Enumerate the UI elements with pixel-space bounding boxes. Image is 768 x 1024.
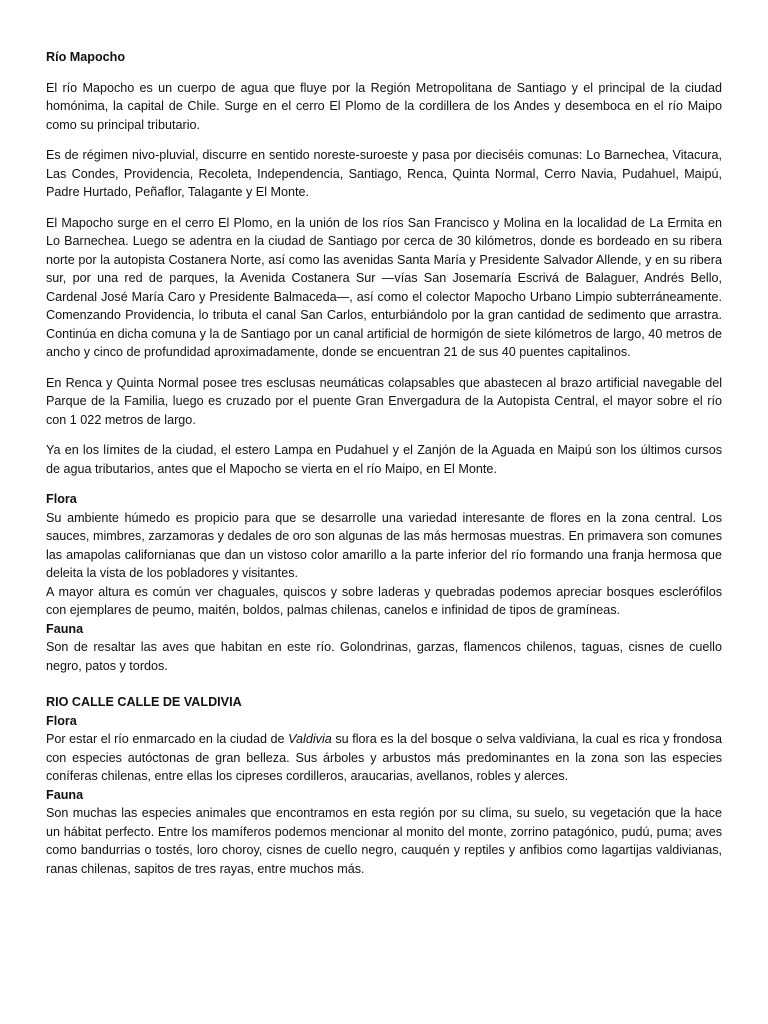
flora-text-after: su flora es la del bosque o selva valdiviana, la cual es rica y frondosa con especies autóctonas de gran belleza. Sus árboles y arbustos más predominantes en la zona son las especies coníferas chilenas, entre ellas los cipreses cordilleros, araucarias, avellanos, robles y alerces. (46, 732, 722, 783)
calle-calle-fauna-paragraph: Son muchas las especies animales que encontramos en esta región por su clima, su suelo, su vegetación que la hace un hábitat perfecto. Entre los mamíferos podemos mencionar al monito del monte, zorrino patagónico, pudú, puma; aves como bandurrias o tostés, loro choroy, cisnes de cuello negro, cauquén y reptiles y anfibios como lagartijas valdivianas, ranas chilenas, sapitos de tres rayas, entre muchos más. (46, 806, 722, 876)
section-calle-calle-title: RIO CALLE CALLE DE VALDIVIA (46, 695, 242, 709)
calle-calle-flora-paragraph (46, 730, 722, 786)
calle-calle-flora-heading: Flora (46, 713, 77, 728)
fauna-paragraph: Son de resaltar las aves que habitan en este río. Golondrinas, garzas, flamencos chilenos, taguas, cisnes de cuello negro, patos y tordos. (46, 640, 722, 673)
paragraph-tributaries: Ya en los límites de la ciudad, el estero Lampa en Pudahuel y el Zanjón de la Aguada en Maipú son los últimos cursos de agua tributarios, antes que el Mapocho se vierta en el río Maipo, en El Monte. (46, 443, 722, 476)
paragraph-course: El Mapocho surge en el cerro El Plomo, en la unión de los ríos San Francisco y Molina en la localidad de La Ermita en Lo Barnechea. Luego se adentra en la ciudad de Santiago por cerca de 30 kilómetros, donde es bordeado en su ribera norte por la autopista Costanera Norte, así como las avenidas Santa María y Presidente Salvador Allende, y en su ribera sur, por una red de parques, la Avenida Costanera Sur —vías San Josemaría Escrivá de Balaguer, Andrés Bello, Cardenal José María Caro y Presidente Balmaceda—, así como el colector Mapocho Urbano Limpio subterráneamente. Comenzando Providencia, lo tributa el canal San Carlos, enturbiándolo por la gran cantidad de sedimento que arrastra. Continúa en dicha comuna y la de Santiago por un canal artificial de hormigón de siete kilómetros de largo, 40 metros de ancho y cinco de profundidad aproximadamente, donde se encuentran 21 de sus 40 puentes capitalinos. (46, 215, 722, 359)
flora-paragraph-2: A mayor altura es común ver chaguales, quiscos y sobre laderas y quebradas podemos apreciar bosques esclerófilos con ejemplares de peumo, maitén, boldos, palmas chilenas, canelos e infinidad de tipos de gramíneas. (46, 584, 722, 617)
document-page (46, 48, 722, 878)
fauna-heading: Fauna (46, 621, 84, 636)
paragraph-regime: Es de régimen nivo-pluvial, discurre en sentido noreste-suroeste y pasa por dieciséis comunas: Lo Barnechea, Vitacura, Las Condes, Providencia, Recoleta, Independencia, Santiago, Renca, Quinta Normal, Cerro Navia, Pudahuel, Maipú, Padre Hurtado, Peñaflor, Talagante y El Monte. (46, 148, 722, 199)
paragraph-locks: En Renca y Quinta Normal posee tres esclusas neumáticas colapsables que abastecen al brazo artificial navegable del Parque de la Familia, luego es cruzado por el puente Gran Envergadura de la Autopista Central, el mayor sobre el río con 1 022 metros de largo. (46, 375, 722, 427)
document-title: Río Mapocho (46, 50, 126, 64)
flora-text-before: Por estar el río enmarcado en la ciudad de (46, 732, 289, 746)
valdivia-italic: Valdivia (288, 732, 332, 746)
flora-paragraph-1: Su ambiente húmedo es propicio para que se desarrolle una variedad interesante de flores en la zona central. Los sauces, mimbres, zarzamoras y dedales de oro son algunas de las más hermosas muestras. En primavera son comunes las amapolas californianas que dan un vistoso color amarillo a la parte inferior del río formando una franja hermosa que deleita la vista de los pobladores y visitantes. (46, 510, 722, 580)
calle-calle-fauna-heading: Fauna (46, 787, 84, 802)
paragraph-intro: El río Mapocho es un cuerpo de agua que fluye por la Región Metropolitana de Santiago y el principal de la ciudad homónima, la capital de Chile. Surge en el cerro El Plomo de la cordillera de los Andes y desemboca en el río Maipo como su principal tributario. (46, 80, 722, 132)
flora-heading: Flora (46, 492, 77, 506)
